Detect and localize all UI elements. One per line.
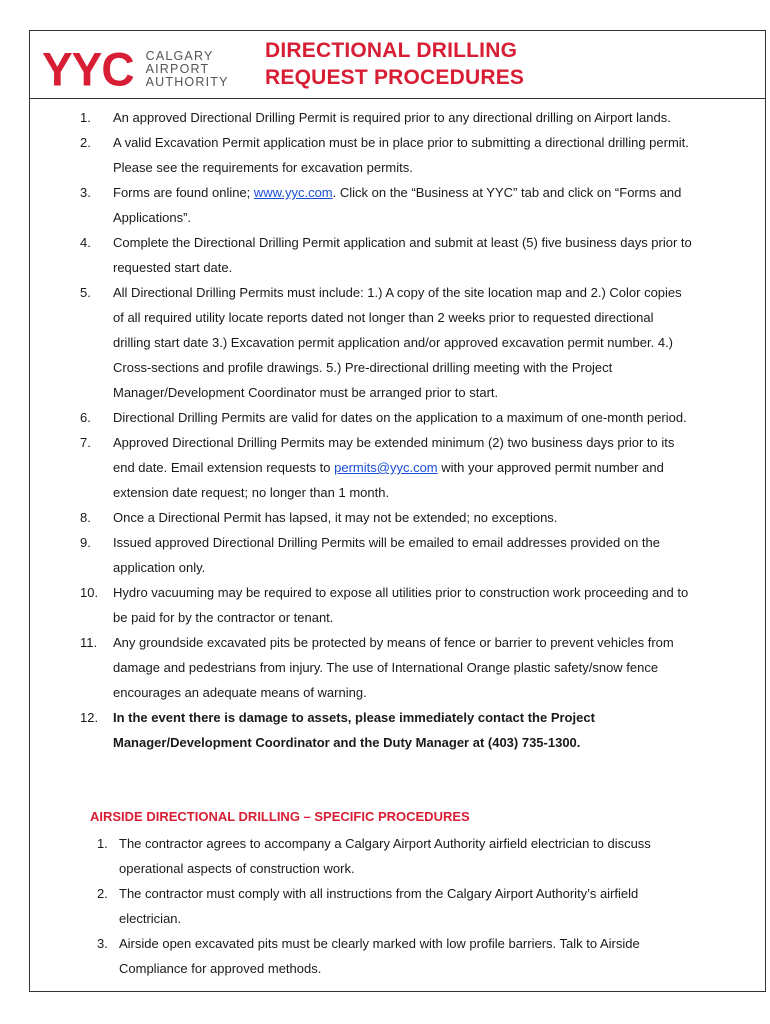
list-item-text <box>113 405 693 430</box>
document-title <box>265 37 524 91</box>
list-item-text <box>113 280 693 405</box>
logo-line-3: AUTHORITY <box>145 74 229 89</box>
logo-line-1: CALGARY <box>145 48 214 63</box>
list-item <box>0 105 770 130</box>
list-item-text-segment: . Click on the “Business at YYC” tab and click on “Forms and Applications”. <box>113 185 682 225</box>
list-item-text: The contractor agrees to accompany a Calgary Airport Authority airfield electrician to discuss operational aspects of construction work. <box>119 836 651 876</box>
list-item-text-segment: In the event there is damage to assets, please immediately contact the Project Manager/Development Coordinator and the Duty Manager at (403) 735-1300. <box>113 710 595 750</box>
list-item-number: 6. <box>80 410 91 425</box>
logo-mark: YYC <box>42 42 134 96</box>
list-item-text-segment: with your approved permit number and extension date request; no longer than 1 month. <box>113 460 664 500</box>
list-item-number: 3. <box>97 936 108 951</box>
list-item-number: 9. <box>80 535 91 550</box>
list-item <box>0 130 770 180</box>
list-item-number: 5. <box>80 285 91 300</box>
list-item-text <box>113 105 693 130</box>
list-item <box>0 430 770 505</box>
list-item-text-segment: Complete the Directional Drilling Permit application and submit at least (5) five business days prior to requested start date. <box>113 235 692 275</box>
list-item-text-segment: A valid Excavation Permit application must be in place prior to submitting a directional drilling permit. Please see the requirements for excavation permits. <box>113 135 689 175</box>
list-item <box>0 230 770 280</box>
airside-list-item <box>0 831 770 881</box>
list-item-text-segment: Approved Directional Drilling Permits may be extended minimum (2) two business days prior to its end date. Email extension requests to <box>113 435 675 475</box>
list-item-text <box>113 705 693 755</box>
list-item <box>0 630 770 705</box>
list-item <box>0 705 770 755</box>
airside-list-item <box>0 881 770 931</box>
list-item-text-segment: Any groundside excavated pits be protected by means of fence or barrier to prevent vehicles from damage and pedestrians from injury. The use of International Orange plastic safety/snow fence encourages an adequate means of warning. <box>113 635 674 700</box>
list-item-number: 12. <box>80 710 99 725</box>
title-line-2: REQUEST PROCEDURES <box>265 66 525 89</box>
list-item-text <box>113 505 693 530</box>
procedure-list <box>0 105 770 755</box>
list-item-number: 11. <box>80 635 98 650</box>
airside-procedure-list <box>0 831 770 981</box>
inline-link[interactable]: www.yyc.com <box>253 185 333 200</box>
list-item-number: 3. <box>80 185 91 200</box>
list-item-text-segment: Once a Directional Permit has lapsed, it may not be extended; no exceptions. <box>113 510 558 525</box>
list-item <box>0 180 770 230</box>
list-item-number: 10. <box>80 585 99 600</box>
airside-list-item <box>0 931 770 981</box>
title-line-1: DIRECTIONAL DRILLING <box>265 39 518 62</box>
list-item-number: 1. <box>97 836 108 851</box>
list-item-number: 1. <box>80 110 91 125</box>
list-item-text-segment: All Directional Drilling Permits must include: 1.) A copy of the site location map and 2.) Color copies of all required utility locate reports dated not longer than 2 weeks prior to requested directional drilling start date 3.) Excavation permit application and/or approved excavation permit number. 4.) Cross-sections and profile drawings. 5.) Pre-directional drilling meeting with the Project Manager/Development Coordinator must be arranged prior to start. <box>113 285 682 400</box>
list-item <box>0 505 770 530</box>
list-item-text-segment: Hydro vacuuming may be required to expose all utilities prior to construction work proceeding and to be paid for by the contractor or tenant. <box>113 585 689 625</box>
section-heading: AIRSIDE DIRECTIONAL DRILLING – SPECIFIC PROCEDURES <box>90 809 470 824</box>
yyc-logo <box>42 42 229 96</box>
list-item-text <box>113 430 693 505</box>
list-item-number: 4. <box>80 235 91 250</box>
logo-line-2: AIRPORT <box>145 61 210 76</box>
list-item-text <box>113 180 693 230</box>
list-item <box>0 280 770 405</box>
inline-link[interactable]: permits@yyc.com <box>334 460 438 475</box>
list-item-number: 7. <box>80 435 91 450</box>
list-item-text <box>113 630 693 705</box>
logo-wordmark <box>146 50 229 89</box>
list-item <box>0 580 770 630</box>
list-item <box>0 405 770 430</box>
list-item-text <box>113 130 693 180</box>
header-divider <box>29 98 766 99</box>
list-item <box>0 530 770 580</box>
list-item-text-segment: Forms are found online; <box>113 185 254 200</box>
list-item-text <box>113 580 693 630</box>
list-item-text: The contractor must comply with all instructions from the Calgary Airport Authority’s airfield electrician. <box>119 886 639 926</box>
list-item-text <box>113 230 693 280</box>
list-item-text: Airside open excavated pits must be clearly marked with low profile barriers. Talk to Airside Compliance for approved methods. <box>119 936 640 976</box>
list-item-text-segment: Directional Drilling Permits are valid for dates on the application to a maximum of one-month period. <box>113 410 687 425</box>
list-item-text-segment: Issued approved Directional Drilling Permits will be emailed to email addresses provided on the application only. <box>113 535 660 575</box>
list-item-text <box>113 530 693 580</box>
list-item-number: 2. <box>80 135 91 150</box>
list-item-number: 2. <box>97 886 108 901</box>
list-item-number: 8. <box>80 510 91 525</box>
list-item-text-segment: An approved Directional Drilling Permit is required prior to any directional drilling on Airport lands. <box>113 110 671 125</box>
